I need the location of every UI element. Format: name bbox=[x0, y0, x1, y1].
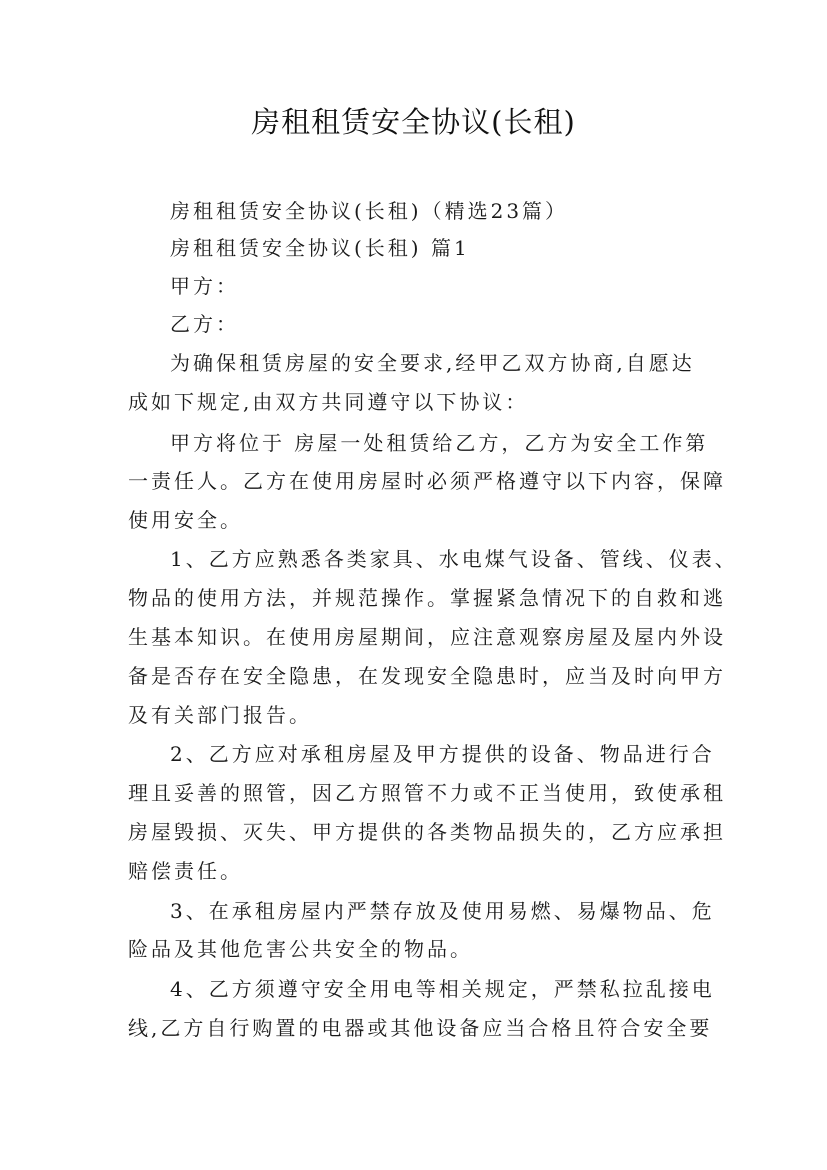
text-line: 险品及其他危害公共安全的物品。 bbox=[128, 937, 473, 961]
text-line: 理且妥善的照管，因乙方照管不力或不正当使用，致使承租 bbox=[128, 781, 726, 805]
text-line: 4、乙方须遵守安全用电等相关规定，严禁私拉乱接电 bbox=[170, 977, 715, 1001]
text-line: 2、乙方应对承租房屋及甲方提供的设备、物品进行合 bbox=[170, 742, 715, 766]
text-line: 为确保租赁房屋的安全要求,经甲乙双方协商,自愿达 bbox=[170, 351, 695, 375]
text-line: 乙方： bbox=[170, 312, 239, 336]
text-line: 备是否存在安全隐患，在发现安全隐患时，应当及时向甲方 bbox=[128, 664, 726, 688]
text-line: 成如下规定,由双方共同遵守以下协议： bbox=[128, 390, 529, 414]
text-line: 1、乙方应熟悉各类家具、水电煤气设备、管线、仪表、 bbox=[170, 547, 738, 571]
text-line: 使用安全。 bbox=[128, 508, 243, 532]
text-line: 物品的使用方法，并规范操作。掌握紧急情况下的自救和逃 bbox=[128, 586, 726, 610]
text-line: 线,乙方自行购置的电器或其他设备应当合格且符合安全要 bbox=[128, 1016, 713, 1040]
text-line: 房屋毁损、灭失、甲方提供的各类物品损失的，乙方应承担 bbox=[128, 820, 726, 844]
text-line: 赔偿责任。 bbox=[128, 859, 243, 883]
text-line: 房租租赁安全协议(长租)（精选23篇） bbox=[170, 199, 569, 223]
document-title: 房租租赁安全协议(长租) bbox=[251, 105, 576, 139]
text-line: 一责任人。乙方在使用房屋时必须严格遵守以下内容，保障 bbox=[128, 469, 726, 493]
text-line: 生基本知识。在使用房屋期间，应注意观察房屋及屋内外设 bbox=[128, 625, 726, 649]
text-line: 甲方将位于 房屋一处租赁给乙方，乙方为安全工作第 bbox=[170, 431, 709, 455]
text-line: 3、在承租房屋内严禁存放及使用易燃、易爆物品、危 bbox=[170, 899, 715, 923]
text-line: 及有关部门报告。 bbox=[128, 703, 312, 727]
text-line: 甲方： bbox=[170, 274, 239, 298]
text-line: 房租租赁安全协议(长租) 篇1 bbox=[170, 236, 470, 260]
